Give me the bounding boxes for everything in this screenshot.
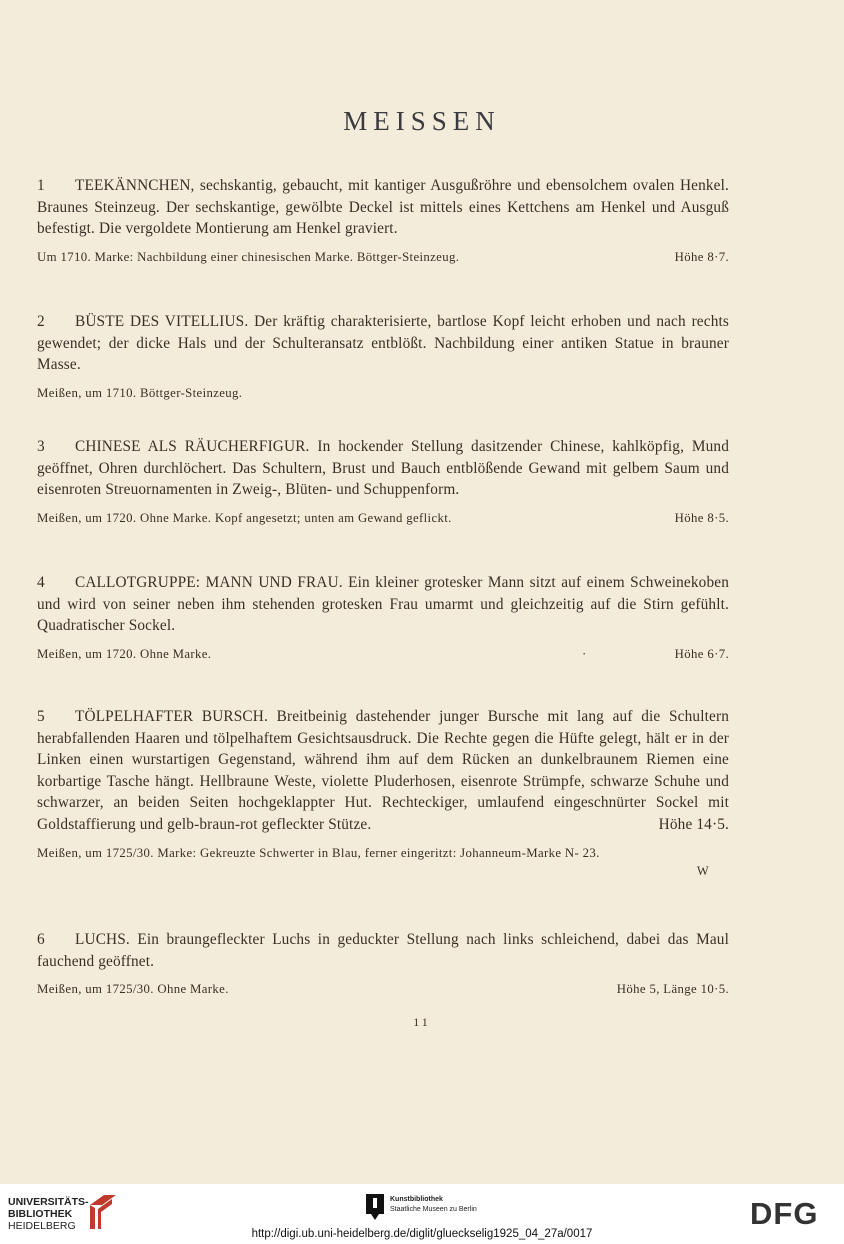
entry-meta	[37, 844, 729, 878]
entry-size: Höhe 8·7.	[674, 249, 729, 264]
entry-provenance: Um 1710. Marke: Nachbildung einer chinesischen Marke. Böttger-Steinzeug.	[37, 249, 460, 264]
entry-description	[37, 572, 729, 637]
digitization-footer	[0, 1184, 844, 1244]
kunstbibliothek-label[interactable]	[390, 1195, 477, 1215]
stray-dot: ·	[582, 646, 587, 661]
entry-description	[37, 436, 729, 501]
entry-description	[37, 175, 729, 240]
catalog-entry	[37, 572, 729, 663]
university-line: UNIVERSITÄTS-	[8, 1196, 89, 1208]
entry-provenance: Meißen, um 1725/30. Marke: Gekreuzte Schwerter in Blau, ferner eingeritzt: Johanneum-Marke N- 23.	[37, 845, 600, 860]
entry-description	[37, 311, 729, 376]
university-line: BIBLIOTHEK	[8, 1208, 73, 1220]
entry-text: LUCHS. Ein braungefleckter Luchs in geduckter Stellung nach links schleichend, dabei das Maul fauchend geöffnet.	[37, 931, 729, 970]
entry-provenance: Meißen, um 1720. Ohne Marke.	[37, 646, 212, 661]
catalog-entry	[37, 175, 729, 266]
entry-number: 2	[37, 313, 45, 330]
entry-number: 4	[37, 574, 45, 591]
entry-description	[37, 706, 729, 836]
entry-number: 1	[37, 177, 45, 194]
entry-provenance: Meißen, um 1725/30. Ohne Marke.	[37, 982, 229, 997]
entry-provenance: Meißen, um 1710. Böttger-Steinzeug.	[37, 385, 243, 400]
entry-size: Höhe 8·5.	[674, 510, 729, 525]
entry-text: CHINESE ALS RÄUCHERFIGUR. In hockender Stellung dasitzender Chinese, kahlköpfig, Mund geöffnet, Ohren durchlöchert. Das Schultern, Brust und Bauch entblößende Gewand mit gelbem Saum und eisenroten Streuornamenten in Zweig-, Blüten- und Schuppenform.	[37, 438, 729, 499]
dfg-logo[interactable]: DFG	[750, 1196, 819, 1231]
entry-mark: W	[696, 863, 709, 878]
entry-text: CALLOTGRUPPE: MANN UND FRAU. Ein kleiner grotesker Mann sitzt auf einem Schweinekoben und wird von seiner neben ihm stehenden grotesken Frau umarmt und gleichzeitig auf die Stirn gefühlt. Quadratischer Sockel.	[37, 574, 729, 635]
entry-description	[37, 929, 729, 972]
university-line: HEIDELBERG	[8, 1220, 76, 1232]
entry-number: 5	[37, 708, 45, 725]
kunstbibliothek-logo-icon	[366, 1194, 384, 1220]
entry-meta	[37, 384, 729, 402]
entry-number: 3	[37, 438, 45, 455]
page-title: MEISSEN	[343, 106, 501, 136]
kunstbibliothek-subtitle: Staatliche Museen zu Berlin	[390, 1206, 477, 1213]
entry-size: Höhe 6·7.	[674, 646, 729, 661]
entry-meta	[37, 645, 729, 663]
university-library-label[interactable]	[8, 1196, 89, 1232]
page-number: 11	[413, 1015, 431, 1029]
catalog-entry	[37, 929, 729, 998]
catalog-entry	[37, 436, 729, 527]
entry-size: Höhe 14·5.	[658, 815, 729, 833]
university-logo-icon	[86, 1191, 118, 1231]
entry-text: BÜSTE DES VITELLIUS. Der kräftig charakterisierte, bartlose Kopf leicht erhoben und nach rechts gewendet; der dicke Hals und der Schulteransatz entblößt. Nachbildung einer antiken Statue in brauner Masse.	[37, 313, 729, 374]
kunstbibliothek-title: Kunstbibliothek	[390, 1196, 443, 1203]
permalink-url[interactable]: http://digi.ub.uni-heidelberg.de/diglit/glueckselig1925_04_27a/0017	[251, 1228, 593, 1240]
entry-text: TÖLPELHAFTER BURSCH. Breitbeinig dastehender junger Bursche mit lang auf die Schultern herabfallenden Haaren und tölpelhaftem Gesichtsausdruck. Die Rechte gegen die Hüfte gelegt, hält er in der Linken einen wurstartigen Gegenstand, während ihm auf dem Rücken an dunkelbraunem Riemen eine korbartige Tasche hängt. Hellbraune Weste, violette Pluderhosen, eisenrote Strümpfe, schwarze Schuhe und schwarzer, an beiden Seiten hochgeklappter Hut. Rechteckiger, umlaufend eingeschnürter Sockel mit Goldstaffierung und gelb-braun-rot gefleckter Stütze.	[37, 708, 729, 833]
entry-meta	[37, 509, 729, 527]
entry-number: 6	[37, 931, 45, 948]
entry-meta	[37, 248, 729, 266]
catalog-entry	[37, 311, 729, 402]
catalog-entry	[37, 706, 729, 878]
entry-provenance: Meißen, um 1720. Ohne Marke. Kopf angesetzt; unten am Gewand geflickt.	[37, 510, 452, 525]
entry-meta	[37, 980, 729, 998]
entry-size: Höhe 5, Länge 10·5.	[616, 982, 729, 997]
entry-text: TEEKÄNNCHEN, sechskantig, gebaucht, mit kantiger Ausgußröhre und ebensolchem ovalen Henkel. Braunes Steinzeug. Der sechskantige, gewölbte Deckel ist mittels eines Kettchens am Henkel und Ausguß befestigt. Die vergoldete Montierung am Henkel graviert.	[37, 177, 729, 238]
